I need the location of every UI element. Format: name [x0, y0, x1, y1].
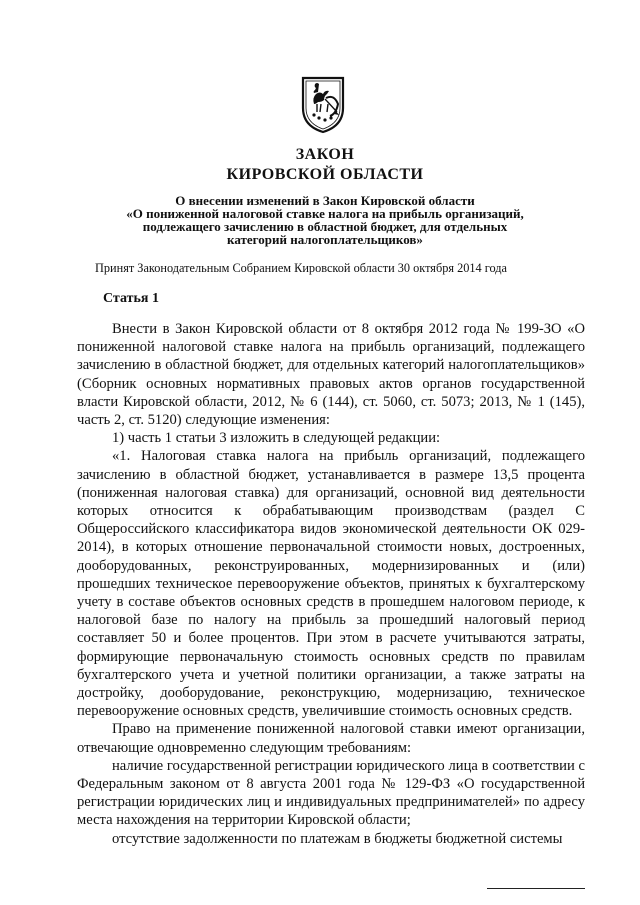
footer-divider	[487, 888, 585, 889]
body-paragraph: наличие государственной регистрации юридического лица в соответствии с Федеральным законом от 8 августа 2001 года № 129-ФЗ «О государственной регистрации юридических лиц и индивидуальных предпринимателей» по адресу места нахождения на территории Кировской области;	[77, 757, 585, 829]
body-paragraph: «1. Налоговая ставка налога на прибыль организаций, подлежащего зачислению в областной бюджет, устанавливается в размере 13,5 процента (пониженная налоговая ставка) для организаций, основной вид деятельности которых относится к обрабатывающим производствам (раздел С Общероссийского классификатора видов экономической деятельности ОК 029-2014), в которых отношение первоначальной стоимости новых, достроенных, дооборудованных, реконструированных, модернизированных и (или) прошедших техническое перевооружение объектов, принятых к бухгалтерскому учету в составе объектов основных средств в прошедшем налоговом периоде, к налоговой базе по налогу на прибыль за прошедший налоговый период составляет 50 и более процентов. При этом в расчете учитываются затраты, формирующие первоначальную стоимость основных средств по правилам бухгалтерского учета и учетной политики организации, а также затраты на достройку, дооборудование, реконструкцию, модернизацию, техническое перевооружение основных средств, увеличившие стоимость основных средств.	[77, 448, 585, 720]
subtitle-line: подлежащего зачислению в областной бюджет, для отдельных	[142, 219, 508, 234]
body-paragraph: 1) часть 1 статьи 3 изложить в следующей редакции:	[112, 430, 441, 447]
adoption-note: Принят Законодательным Собранием Кировской области 30 октября 2014 года	[95, 261, 507, 275]
body-paragraph: Внести в Закон Кировской области от 8 октября 2012 года № 199-ЗО «О пониженной налоговой ставке налога на прибыль организаций, подлежащего зачислению в областной бюджет, для отдельных категорий налогоплательщиков» (Сборник основных нормативных правовых актов органов государственной власти Кировской области, 2012, № 6 (144), ст. 5060, ст. 5073; 2013, № 1 (145), часть 2, ст. 5120) следующие изменения:	[77, 321, 585, 429]
subtitle-line: «О пониженной налоговой ставке налога на прибыль организаций,	[126, 206, 524, 221]
coat-of-arms-icon	[300, 74, 346, 134]
body-paragraph: отсутствие задолженности по платежам в бюджеты бюджетной системы	[112, 830, 563, 847]
subtitle-line: категорий налогоплательщиков»	[227, 232, 423, 247]
document-region: КИРОВСКОЙ ОБЛАСТИ	[226, 166, 424, 183]
body-paragraph: Право на применение пониженной налоговой ставки имеют организации, отвечающие одновременно следующим требованиям:	[77, 721, 585, 756]
article-body	[77, 320, 585, 848]
subtitle-line: О внесении изменений в Закон Кировской области	[175, 193, 475, 208]
article-heading: Статья 1	[103, 291, 159, 306]
document-title: ЗАКОН	[295, 146, 355, 163]
document-subtitle	[70, 194, 580, 246]
